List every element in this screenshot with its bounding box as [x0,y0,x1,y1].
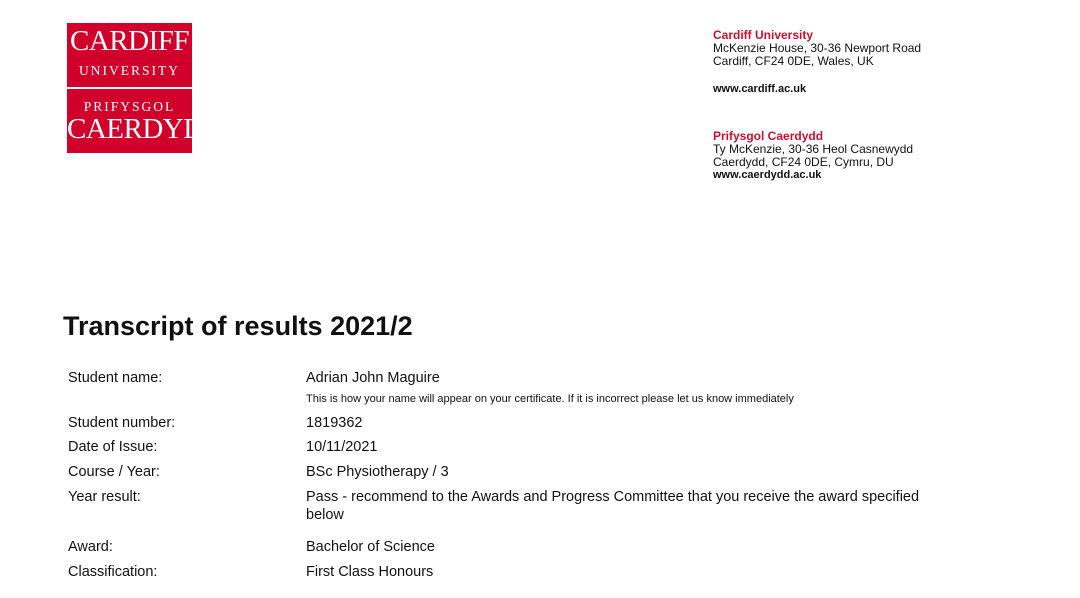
logo-divider [67,87,192,89]
student-number-label: Student number: [68,415,176,431]
address-english-web[interactable]: www.cardiff.ac.uk [713,83,807,95]
address-welsh [713,130,913,182]
address-welsh-line1: Ty McKenzie, 30-36 Heol Casnewydd [713,142,914,156]
logo-text-prifysgol: PRIFYSGOL [83,99,176,114]
date-of-issue-label: Date of Issue: [68,439,158,455]
student-name-value: Adrian John Maguire [306,370,440,386]
address-english-line1: McKenzie House, 30-36 Newport Road [713,41,922,55]
page-title: Transcript of results 2021/2 [63,311,413,341]
year-result-value: Pass - recommend to the Awards and Progress Committee that you receive the award specified below [306,489,920,523]
course-year-value: BSc Physiotherapy / 3 [306,464,449,480]
address-welsh-name: Prifysgol Caerdydd [713,129,824,143]
logo-text-caerdydd: CAERDYDD [67,113,225,145]
address-english [713,29,921,68]
date-of-issue-value: 10/11/2021 [306,439,378,455]
address-english-line2: Cardiff, CF24 0DE, Wales, UK [713,54,874,68]
award-label: Award: [68,539,113,555]
year-result-label: Year result: [68,489,141,505]
address-english-web-wrap [713,83,806,96]
cardiff-university-logo [67,23,225,153]
logo-text-university: UNIVERSITY [79,63,180,78]
classification-label: Classification: [68,564,158,580]
student-name-note: This is how your name will appear on your certificate. If it is incorrect please let us know immediately [306,393,794,405]
address-welsh-line2: Caerdydd, CF24 0DE, Cymru, DU [713,155,894,169]
student-number-value: 1819362 [306,415,363,431]
course-year-label: Course / Year: [68,464,160,480]
student-name-label: Student name: [68,370,163,386]
classification-value: First Class Honours [306,564,434,580]
logo-text-cardiff: CARDIFF [70,25,189,57]
address-welsh-web[interactable]: www.caerdydd.ac.uk [713,169,822,181]
address-english-name: Cardiff University [713,28,814,42]
award-value: Bachelor of Science [306,539,435,555]
